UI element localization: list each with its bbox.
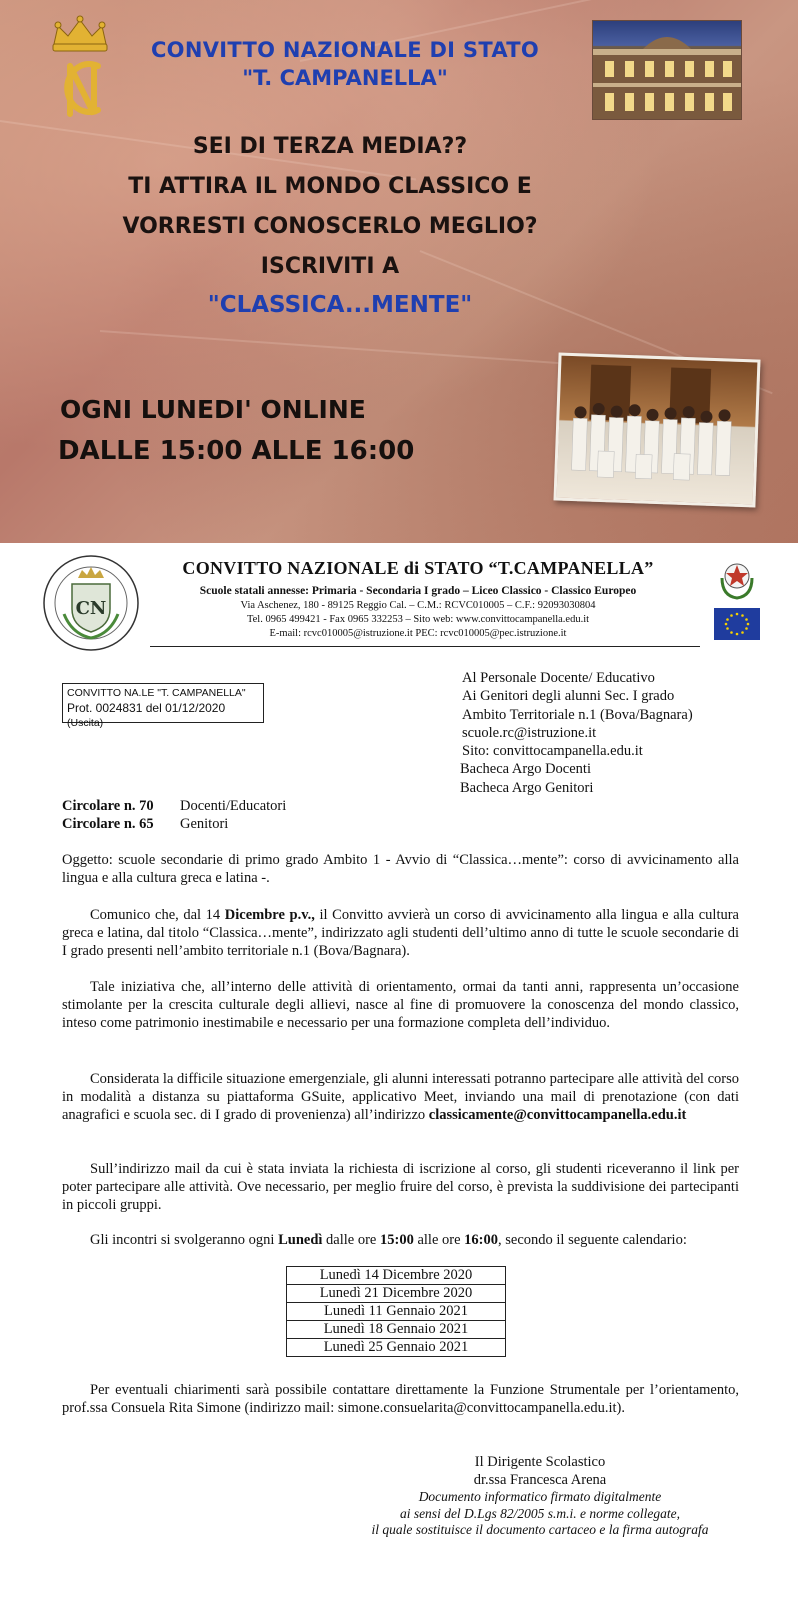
- circular-line: [62, 815, 286, 833]
- paragraph-enrollment: Considerata la difficile situazione emergenziale, gli alunni interessati potranno partecipare alle attività del corso in modalità a distanza su piattaforma GSuite, applicativo Meet, inviando una mail di prenotazione (con dati anagrafici e scuola sec. di I grado di provenienza) all’indirizzo classicamente@convittocampanella.edu.it: [62, 1071, 739, 1124]
- recipient-line: scuole.rc@istruzione.it: [462, 724, 597, 741]
- poster-schedule-day: OGNI LUNEDI' ONLINE: [60, 395, 366, 424]
- paragraph-announcement: Comunico che, dal 14 Dicembre p.v., il Convitto avvierà un corso di avvicinamento alla lingua e alla cultura greca e latina, dal titolo “Classica…mente”, indirizzato agli studenti dell’ultimo anno di tutte le scuole secondarie di I grado presenti nell’ambito territoriale n.1 (Bova/Bagnara).: [62, 907, 739, 960]
- recipient-line: Sito: convittocampanella.edu.it: [462, 743, 643, 760]
- digital-signature-note: il quale sostituisce il documento cartaceo e la firma autografa: [371, 1522, 709, 1537]
- paragraph-schedule: Gli incontri si svolgeranno ogni Lunedì dalle ore 15:00 alle ore 16:00, secondo il seguente calendario:: [90, 1232, 687, 1248]
- protocol-direction: (Uscita): [67, 717, 104, 729]
- protocol-stamp: [62, 683, 264, 729]
- recipient-line: Ambito Territoriale n.1 (Bova/Bagnara): [462, 706, 693, 723]
- recipient-line: Bacheca Argo Docenti: [460, 761, 591, 778]
- poster-question-line: VORRESTI CONOSCERLO MEGLIO?: [122, 214, 538, 239]
- school-seal-logo: [42, 554, 140, 652]
- italian-republic-emblem: [714, 556, 760, 600]
- students-group-photo: [553, 353, 760, 508]
- school-building-photo: [592, 20, 742, 120]
- circular-target: Genitori: [180, 816, 229, 832]
- circular-label: Circolare n. 70: [62, 798, 154, 814]
- paragraph-link-info: Sull’indirizzo mail da cui è stata inviata la richiesta di iscrizione al corso, gli studenti riceveranno il link per poter partecipare alle attività. Ove necessario, per meglio fruire del corso, è prevista la suddivisione dei partecipanti in piccoli gruppi.: [62, 1161, 739, 1214]
- poster-school-subtitle: "T. CAMPANELLA": [242, 66, 448, 90]
- circular-numbers: [62, 797, 286, 833]
- signer-name: dr.ssa Francesca Arena: [473, 1472, 607, 1488]
- table-row: [287, 1339, 506, 1357]
- school-crest-logo: [44, 14, 116, 126]
- signer-role: Il Dirigente Scolastico: [474, 1454, 606, 1470]
- recipient-line: Bacheca Argo Genitori: [460, 779, 594, 796]
- calendar-date: Lunedì 14 Dicembre 2020: [287, 1267, 506, 1285]
- calendar-date: Lunedì 18 Gennaio 2021: [287, 1321, 506, 1339]
- digital-signature-note: Documento informatico firmato digitalmente: [418, 1489, 662, 1504]
- poster-school-name: CONVITTO NAZIONALE DI STATO: [150, 38, 540, 62]
- table-row: [287, 1321, 506, 1339]
- signature-block: [330, 1453, 750, 1539]
- poster-course-name: "CLASSICA...MENTE": [207, 292, 473, 318]
- enrollment-email[interactable]: classicamente@convittocampanella.edu.it: [428, 1107, 687, 1124]
- recipient-line: Ai Genitori degli alunni Sec. I grado: [462, 688, 675, 705]
- table-row: [287, 1285, 506, 1303]
- poster-question-line: ISCRIVITI A: [260, 254, 400, 279]
- paragraph-contact: Per eventuali chiarimenti sarà possibile contattare direttamente la Funzione Strumentale per l’orientamento, prof.ssa Consuela Rita Simone (indirizzo mail: simone.consuelarita@convittocampanella.edu.it).: [62, 1382, 739, 1417]
- seal-letters: CN: [75, 598, 107, 619]
- paragraph-initiative: Tale iniziativa che, all’interno delle attività di orientamento, ormai da tanti anni, rappresenta un’occasione stimolante per la crescita culturale degli allievi, nasce al fine di promuovere la conoscenza del mondo classico, inteso come patrimonio inestimabile e necessario per una formazione completa dell’individuo.: [62, 979, 739, 1032]
- eu-flag: [714, 608, 760, 640]
- table-row: [287, 1267, 506, 1285]
- circular-line: [62, 797, 286, 815]
- calendar-date: Lunedì 25 Gennaio 2021: [287, 1339, 506, 1357]
- letterhead-address: Via Aschenez, 180 - 89125 Reggio Cal. – C.M.: RCVC010005 – C.F.: 92093030804: [240, 600, 596, 611]
- calendar-date: Lunedì 11 Gennaio 2021: [287, 1303, 506, 1321]
- promo-poster: [0, 0, 798, 543]
- calendar-date: Lunedì 21 Dicembre 2020: [287, 1285, 506, 1303]
- digital-signature-note: ai sensi del D.Lgs 82/2005 s.m.i. e norme collegate,: [399, 1505, 681, 1521]
- protocol-org: CONVITTO NA.LE "T. CAMPANELLA": [67, 687, 246, 699]
- letterhead-school-name: CONVITTO NAZIONALE di STATO “T.CAMPANELLA”: [182, 558, 654, 578]
- poster-question-line: TI ATTIRA IL MONDO CLASSICO E: [128, 174, 532, 199]
- letterhead-emails: E-mail: rcvc010005@istruzione.it PEC: rcvc010005@pec.istruzione.it: [269, 628, 567, 639]
- calendar-table: [286, 1266, 506, 1357]
- crest-letters: CN: [80, 123, 83, 125]
- poster-schedule-time: DALLE 15:00 ALLE 16:00: [58, 436, 415, 466]
- poster-question-line: SEI DI TERZA MEDIA??: [192, 134, 468, 159]
- letterhead-schools: Scuole statali annesse: Primaria - Secondaria I grado – Liceo Classico - Classico Europeo: [199, 585, 637, 597]
- circular-label: Circolare n. 65: [62, 816, 154, 832]
- recipient-line: Al Personale Docente/ Educativo: [462, 670, 655, 686]
- recipients-block: [462, 669, 782, 797]
- circular-target: Docenti/Educatori: [180, 798, 287, 814]
- subject-line: Oggetto: scuole secondarie di primo grado Ambito 1 - Avvio di “Classica…mente”: corso di avvicinamento alla lingua e alla cultura greca e latina -.: [62, 852, 739, 887]
- table-row: [287, 1303, 506, 1321]
- protocol-number: Prot. 0024831 del 01/12/2020: [67, 701, 226, 715]
- letterhead-divider: [150, 646, 700, 647]
- letterhead-contacts: Tel. 0965 499421 - Fax 0965 332253 – Sito web: www.convittocampanella.edu.it: [246, 614, 590, 625]
